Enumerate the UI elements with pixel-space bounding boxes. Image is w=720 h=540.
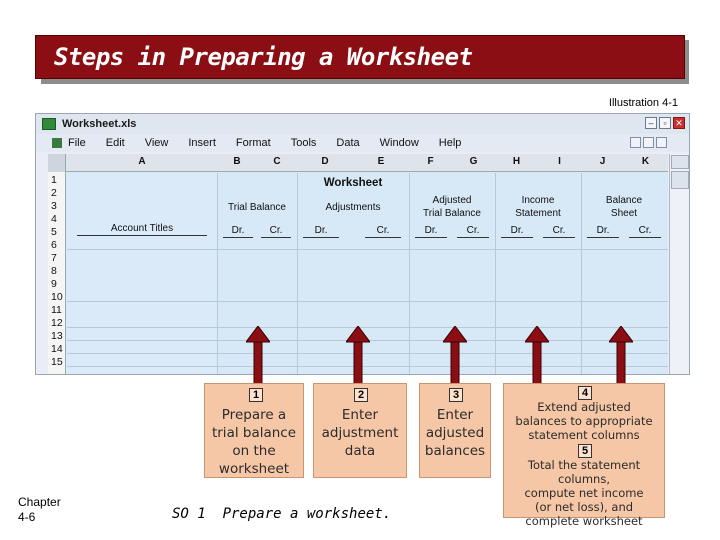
dr-label: Dr. [303, 225, 339, 238]
chapter-number: 4-6 [18, 510, 36, 524]
arrow-up-icon [525, 326, 549, 386]
row-header[interactable]: 15 [51, 356, 63, 368]
step-text: adjusted [425, 425, 485, 441]
wb-minimize-icon[interactable] [630, 137, 641, 148]
minimize-icon[interactable]: – [645, 117, 657, 129]
adjusted-tb-header-2: Trial Balance [423, 208, 481, 219]
step-text: (or net loss), and [534, 500, 634, 514]
col-header-c[interactable]: C [273, 156, 281, 167]
select-all-corner[interactable] [48, 154, 66, 172]
menu-insert[interactable]: Insert [188, 137, 216, 149]
row-header[interactable]: 4 [51, 213, 57, 225]
row-header[interactable]: 13 [51, 330, 63, 342]
step-text: on the [232, 443, 276, 459]
row-header[interactable]: 2 [51, 187, 57, 199]
arrow-up-icon [346, 326, 370, 386]
adjustments-header: Adjustments [325, 202, 381, 213]
column-a-cells [67, 173, 217, 375]
row-header[interactable]: 12 [51, 317, 63, 329]
workbook-controls [630, 137, 667, 148]
step-number: 1 [249, 388, 263, 402]
menu-file[interactable]: File [68, 137, 86, 149]
row-header[interactable]: 10 [51, 291, 63, 303]
income-statement-header-1: Income [521, 195, 555, 206]
col-header-f[interactable]: F [427, 156, 434, 167]
adjusted-tb-header-1: Adjusted [432, 195, 472, 206]
arrow-up-icon [443, 326, 467, 386]
col-header-k[interactable]: K [641, 156, 650, 167]
col-header-a[interactable]: A [138, 156, 146, 167]
step-text: data [344, 443, 376, 459]
step-text: Prepare a [221, 407, 287, 423]
so-label: SO 1 [172, 506, 206, 522]
account-titles-header: Account Titles [77, 223, 207, 236]
cr-label: Cr. [457, 225, 489, 238]
menu-view[interactable]: View [144, 137, 169, 149]
title-bar [35, 35, 685, 79]
chapter-text: Chapter [18, 495, 61, 509]
menu-format[interactable]: Format [235, 137, 271, 149]
dr-label: Dr. [587, 225, 619, 238]
workbook-icon [52, 138, 62, 148]
row-header-column [48, 172, 66, 375]
balance-sheet-header-1: Balance [605, 195, 643, 206]
menu-help[interactable]: Help [438, 137, 462, 149]
step-text: balances to appropriate [515, 414, 653, 428]
chapter-label [18, 495, 61, 525]
window-titlebar [36, 114, 689, 134]
step-number: 4 [578, 386, 592, 400]
step-1-box [204, 383, 304, 478]
step-text: Enter [436, 407, 474, 423]
step-text: balances [424, 443, 486, 459]
step-number: 5 [578, 444, 592, 458]
step-2-box [313, 383, 407, 478]
step-number: 3 [449, 388, 463, 402]
gridline [67, 249, 668, 250]
illustration-label: Illustration 4-1 [608, 97, 678, 109]
dr-label: Dr. [223, 225, 253, 238]
arrow-up-icon [609, 326, 633, 386]
step-text: Total the statement columns, [527, 458, 641, 486]
arrow-up-icon [246, 326, 270, 386]
balance-sheet-header-2: Sheet [610, 208, 638, 219]
cr-label: Cr. [261, 225, 291, 238]
column-header-row [48, 154, 668, 172]
cr-label: Cr. [543, 225, 575, 238]
window-controls [645, 117, 685, 129]
scroll-up-icon[interactable] [671, 155, 689, 169]
trial-balance-header: Trial Balance [228, 202, 286, 213]
menu-window[interactable]: Window [379, 137, 419, 149]
step-text: Enter [341, 407, 379, 423]
step-text: statement columns [528, 428, 640, 442]
step-text: trial balance [211, 425, 297, 441]
step-text: complete worksheet [525, 514, 643, 528]
dr-label: Dr. [415, 225, 447, 238]
step-text: adjustment [321, 425, 399, 441]
step-text: worksheet [218, 461, 290, 477]
row-header[interactable]: 1 [51, 174, 57, 186]
vertical-scrollbar[interactable] [669, 154, 689, 375]
study-objective [172, 506, 391, 522]
col-header-i[interactable]: I [558, 156, 561, 167]
menu-bar [36, 134, 689, 152]
step-number: 2 [354, 388, 368, 402]
dr-label: Dr. [501, 225, 533, 238]
wb-restore-icon[interactable] [643, 137, 654, 148]
col-header-h[interactable]: H [512, 156, 521, 167]
slide-title: Steps in Preparing a Worksheet [54, 43, 473, 71]
excel-icon [42, 118, 56, 130]
income-statement-header-2: Statement [515, 208, 561, 219]
step-text: Extend adjusted [537, 400, 631, 414]
row-header[interactable]: 3 [51, 200, 57, 212]
window-title: Worksheet.xls [62, 118, 137, 130]
row-header[interactable]: 11 [51, 304, 62, 316]
menu-tools[interactable]: Tools [290, 137, 317, 149]
close-icon[interactable]: ✕ [673, 117, 685, 129]
row-header[interactable]: 14 [51, 343, 63, 355]
menu-data[interactable]: Data [336, 137, 360, 149]
col-header-j[interactable]: J [599, 156, 606, 167]
row-header[interactable]: 9 [51, 278, 57, 290]
menu-edit[interactable]: Edit [105, 137, 125, 149]
col-header-d[interactable]: D [321, 156, 329, 167]
row-header[interactable]: 5 [51, 226, 57, 238]
cr-label: Cr. [629, 225, 661, 238]
scroll-thumb[interactable] [671, 171, 689, 189]
row-header[interactable]: 6 [51, 239, 57, 251]
gridline [67, 301, 668, 302]
restore-icon[interactable]: ▫ [659, 117, 671, 129]
step-text: compute net income [524, 486, 644, 500]
col-header-e[interactable]: E [377, 156, 385, 167]
col-header-b[interactable]: B [233, 156, 241, 167]
row-header[interactable]: 7 [51, 252, 57, 264]
col-header-g[interactable]: G [469, 156, 478, 167]
wb-close-icon[interactable] [656, 137, 667, 148]
worksheet-heading: Worksheet [323, 177, 383, 189]
step-4-5-box [503, 383, 665, 528]
step-3-box [419, 383, 491, 478]
so-text: Prepare a worksheet. [222, 506, 392, 522]
cr-label: Cr. [365, 225, 401, 238]
row-header[interactable]: 8 [51, 265, 57, 277]
